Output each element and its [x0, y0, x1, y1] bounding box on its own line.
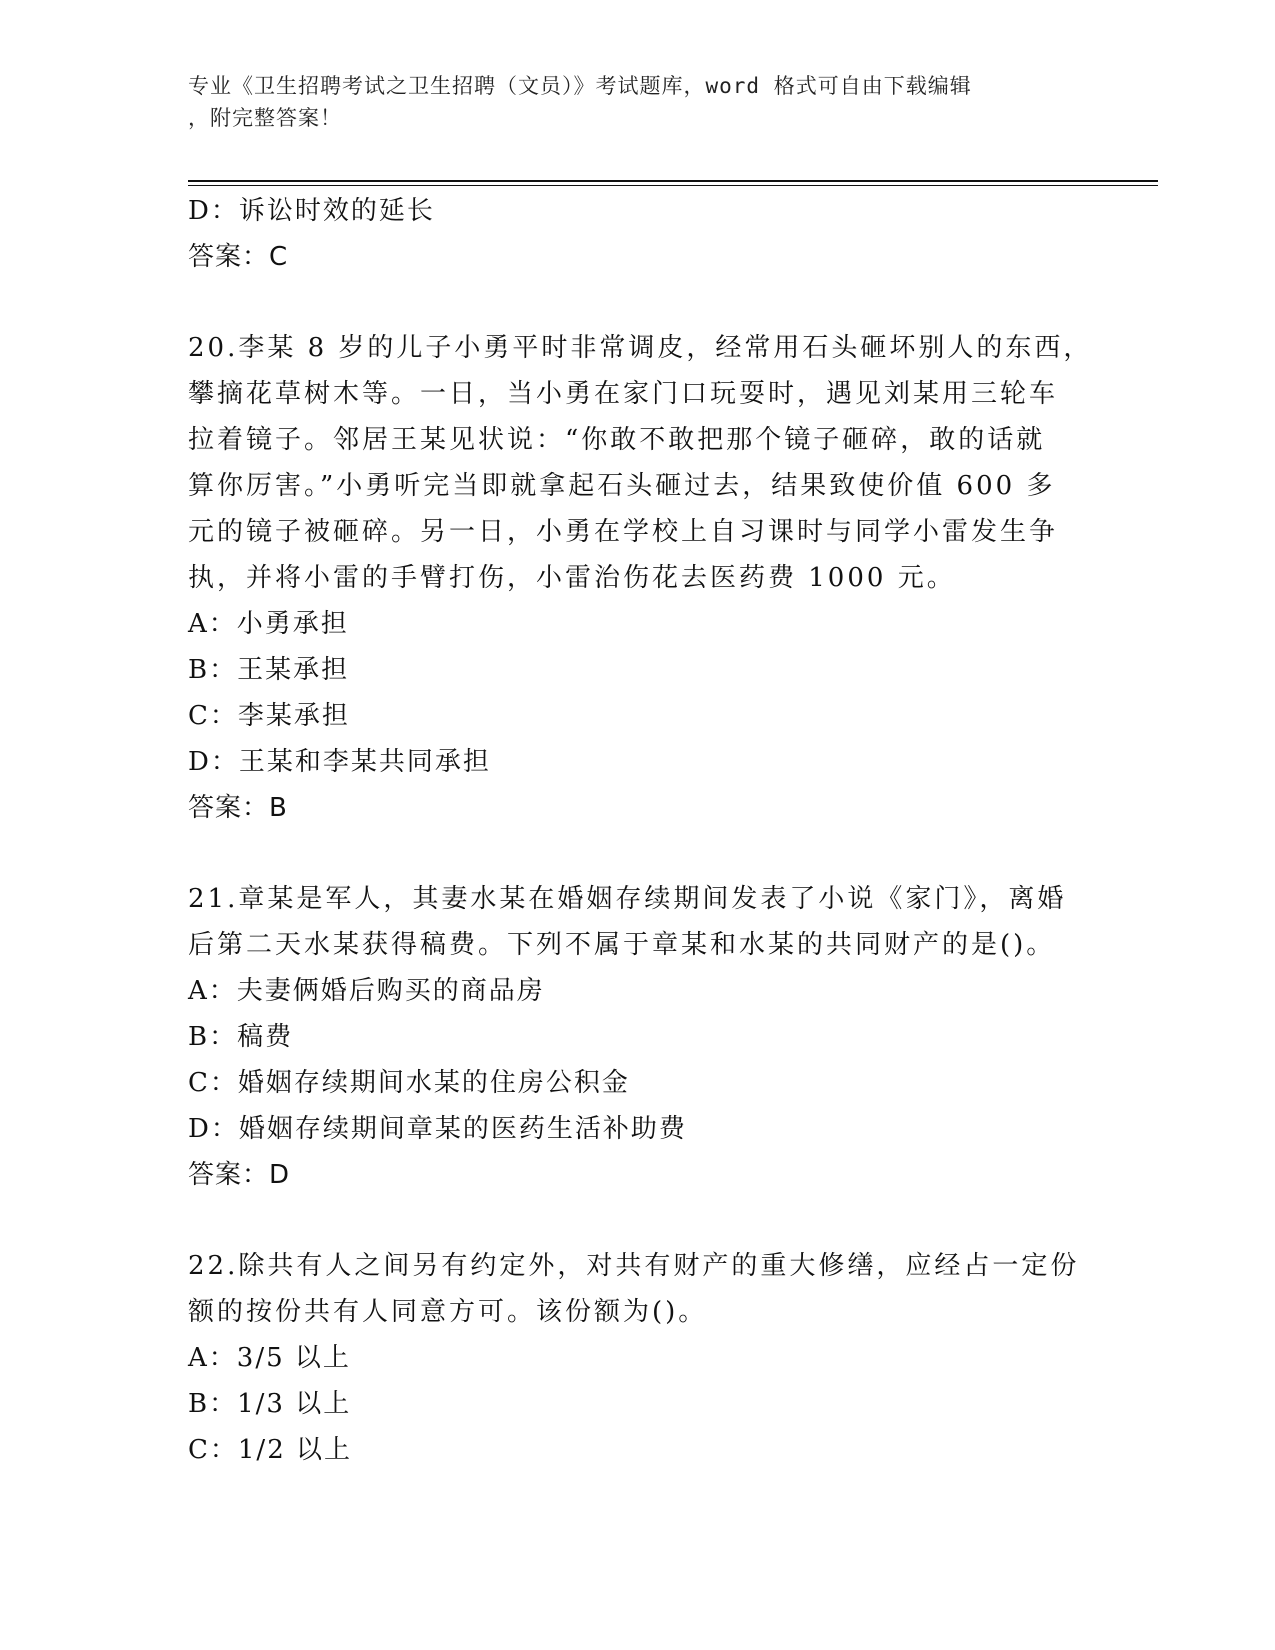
question-22-stem	[188, 1243, 1088, 1335]
option-c: C：1/2 以上	[188, 1435, 353, 1465]
question-list	[188, 188, 1093, 1473]
document-header	[188, 70, 1068, 134]
header-rule-thick	[188, 180, 1158, 182]
option-b: B：1/3 以上	[188, 1389, 352, 1419]
stem-line: 22.除共有人之间另有约定外，对共有财产的重大修缮，应经占一定份	[188, 1251, 1080, 1281]
answer: 答案：C	[188, 242, 289, 272]
option-c: C：李某承担	[188, 701, 350, 731]
stem-line: 攀摘花草树木等。一日，当小勇在家门口玩耍时，遇见刘某用三轮车	[188, 379, 1059, 409]
option-c: C：婚姻存续期间水某的住房公积金	[188, 1068, 630, 1098]
option-b: B：稿费	[188, 1022, 294, 1052]
option-d: D：诉讼时效的延长	[188, 196, 435, 226]
option-b: B：王某承担	[188, 655, 350, 685]
option-a: A：夫妻俩婚后购买的商品房	[188, 976, 545, 1006]
stem-line: 20.李某 8 岁的儿子小勇平时非常调皮，经常用石头砸坏别人的东西，	[188, 333, 1093, 363]
stem-line: 算你厉害。”小勇听完当即就拿起石头砸过去，结果致使价值 600 多	[188, 471, 1056, 501]
stem-line: 21.章某是军人，其妻水某在婚姻存续期间发表了小说《家门》，离婚	[188, 884, 1067, 914]
stem-line: 执，并将小雷的手臂打伤，小雷治伤花去医药费 1000 元。	[188, 563, 956, 593]
option-a: A：小勇承担	[188, 609, 349, 639]
header-rule-thin	[188, 185, 1158, 186]
stem-line: 元的镜子被砸碎。另一日，小勇在学校上自习课时与同学小雷发生争	[188, 517, 1059, 547]
answer: 答案：B	[188, 793, 288, 823]
header-line-2: ，附完整答案！	[188, 106, 342, 130]
answer: 答案：D	[188, 1160, 291, 1190]
stem-line: 后第二天水某获得稿费。下列不属于章某和水某的共同财产的是()。	[188, 930, 1056, 960]
question-20-stem	[188, 325, 1093, 601]
option-a: A：3/5 以上	[188, 1343, 351, 1373]
stem-line: 拉着镜子。邻居王某见状说：“你敢不敢把那个镜子砸碎，敢的话就	[188, 425, 1046, 455]
header-line-1: 专业《卫生招聘考试之卫生招聘（文员）》考试题库，word 格式可自由下载编辑	[188, 74, 972, 98]
stem-line: 额的按份共有人同意方可。该份额为()。	[188, 1297, 708, 1327]
option-d: D：王某和李某共同承担	[188, 747, 491, 777]
question-21-stem	[188, 876, 1088, 968]
option-d: D：婚姻存续期间章某的医药生活补助费	[188, 1114, 687, 1144]
